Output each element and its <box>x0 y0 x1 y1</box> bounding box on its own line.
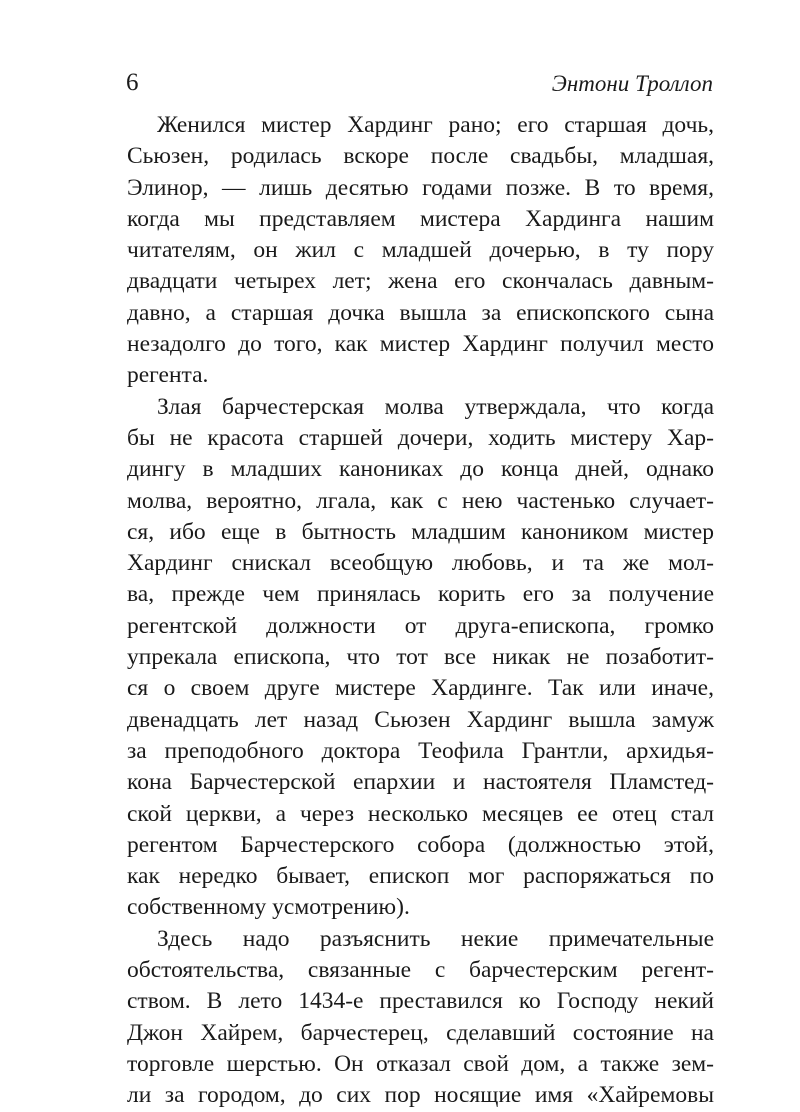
text-line: Элинор, — лишь десятью годами позже. В то время, <box>127 174 714 201</box>
body-text <box>127 110 714 1112</box>
text-line: когда мы представляем мистера Хардинга нашим <box>127 205 714 232</box>
text-line: бы не красота старшей дочери, ходить мистеру Хар- <box>127 424 714 451</box>
text-line: Женился мистер Хардинг рано; его старшая дочь, <box>157 112 714 138</box>
text-line: ся о своем друге мистере Хардинге. Так или иначе, <box>127 675 714 702</box>
text-line: ской церкви, а через несколько месяцев ее отец стал <box>127 800 714 827</box>
text-line: обстоятельства, связанные с барчестерским регент- <box>127 957 714 984</box>
text-line: читателям, он жил с младшей дочерью, в ту пору <box>127 237 714 264</box>
text-line: Джон Хайрем, барчестерец, сделавший состояние на <box>127 1019 714 1046</box>
text-line: двадцати четырех лет; жена его скончалась давным- <box>127 268 714 295</box>
running-title: Энтони Троллоп <box>551 71 713 96</box>
text-line: давно, а старшая дочка вышла за епископского сына <box>127 299 714 326</box>
text-line: Сьюзен, родилась вскоре после свадьбы, младшая, <box>127 143 714 170</box>
text-line: Злая барчестерская молва утверждала, что когда <box>157 393 714 420</box>
text-line: Здесь надо разъяснить некие примечательные <box>157 925 714 952</box>
text-line: регентом Барчестерского собора (должностью этой, <box>127 831 714 858</box>
text-line: незадолго до того, как мистер Хардинг получил место <box>127 331 714 358</box>
text-line: Хардинг снискал всеобщую любовь, и та же мол- <box>127 550 714 577</box>
text-line: молва, вероятно, лгала, как с нею частенько случает- <box>127 487 714 514</box>
page-number: 6 <box>126 69 139 96</box>
text-line: ва, прежде чем принялась корить его за получение <box>127 581 714 608</box>
text-line: упрекала епископа, что тот все никак не позаботит- <box>127 644 714 671</box>
text-line: как нередко бывает, епископ мог распоряжаться по <box>127 863 714 890</box>
text-line: за преподобного доктора Теофила Грантли, архидья- <box>127 737 714 764</box>
text-line: ством. В лето 1434-е преставился ко Господу некий <box>127 988 714 1015</box>
text-line: двенадцать лет назад Сьюзен Хардинг вышла замуж <box>127 706 714 733</box>
text-line: кона Барчестерской епархии и настоятеля Пламстед- <box>127 769 714 796</box>
text-line: ли за городом, до сих пор носящие имя «Хайремовы <box>127 1082 714 1109</box>
text-line: торговле шерстью. Он отказал свой дом, а также зем- <box>127 1050 714 1077</box>
text-line: регента. <box>127 362 209 389</box>
text-line: дингу в младших канониках до конца дней, однако <box>127 456 714 483</box>
text-line: собственному усмотрению). <box>127 894 410 921</box>
text-line: регентской должности от друга-епископа, громко <box>127 612 714 639</box>
text-line: ся, ибо еще в бытность младшим каноником мистер <box>127 518 714 545</box>
